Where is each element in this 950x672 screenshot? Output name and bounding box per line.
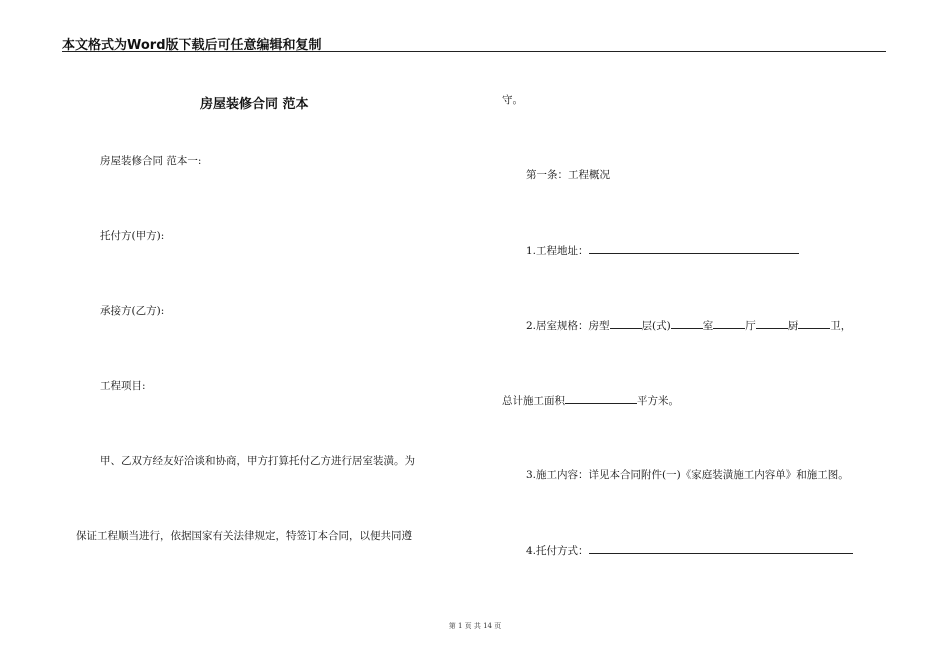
floor-blank xyxy=(610,318,642,329)
floor-type-label: 层(式) xyxy=(641,320,671,332)
paragraph-contract-intro: 房屋装修合同 范本一: xyxy=(100,155,202,167)
paragraph-party-b: 承接方(乙方): xyxy=(100,305,165,317)
project-address-label: 1.工程地址： xyxy=(526,245,589,257)
document-title: 房屋装修合同 范本 xyxy=(200,97,309,112)
document-header: 本文格式为Word版下载后可任意编辑和复制 xyxy=(62,38,322,53)
paragraph-project: 工程项目: xyxy=(100,380,146,392)
kitchen-label: 厨 xyxy=(787,320,799,332)
paragraph-party-a: 托付方(甲方): xyxy=(100,230,165,242)
entrust-method-label: 4.托付方式： xyxy=(526,545,589,557)
kitchen-blank xyxy=(756,318,788,329)
room-spec-line xyxy=(526,318,851,333)
hall-label: 厅 xyxy=(745,320,756,332)
room-spec-label: 2.居室规格：房型 xyxy=(526,320,610,332)
header-divider xyxy=(62,51,886,52)
entrust-method-blank xyxy=(589,543,853,554)
address-blank xyxy=(589,243,799,254)
project-address-line xyxy=(526,243,799,258)
construction-content-line: 3.施工内容：详见本合同附件(一)《家庭装潢施工内容单》和施工图。 xyxy=(526,469,849,481)
room-label: 室 xyxy=(702,320,714,332)
total-area-label: 总计施工面积 xyxy=(502,395,565,407)
total-area-line xyxy=(502,393,679,408)
paragraph-agreement-line1: 甲、乙双方经友好洽谈和协商，甲方打算托付乙方进行居室装潢。为 xyxy=(100,455,415,467)
entrust-method-line xyxy=(526,543,853,558)
page-footer: 第 1 页 共 14 页 xyxy=(448,622,502,630)
paragraph-continuation: 守。 xyxy=(502,94,523,106)
bath-label: 卫， xyxy=(830,320,852,332)
room-blank xyxy=(671,318,703,329)
paragraph-agreement-line2: 保证工程顺当进行，依据国家有关法律规定，特签订本合同，以便共同遵 xyxy=(76,530,412,542)
bath-blank xyxy=(798,318,830,329)
area-blank xyxy=(565,393,637,404)
hall-blank xyxy=(713,318,745,329)
article-one-heading: 第一条：工程概况 xyxy=(526,169,610,181)
area-unit-label: 平方米。 xyxy=(637,395,679,407)
